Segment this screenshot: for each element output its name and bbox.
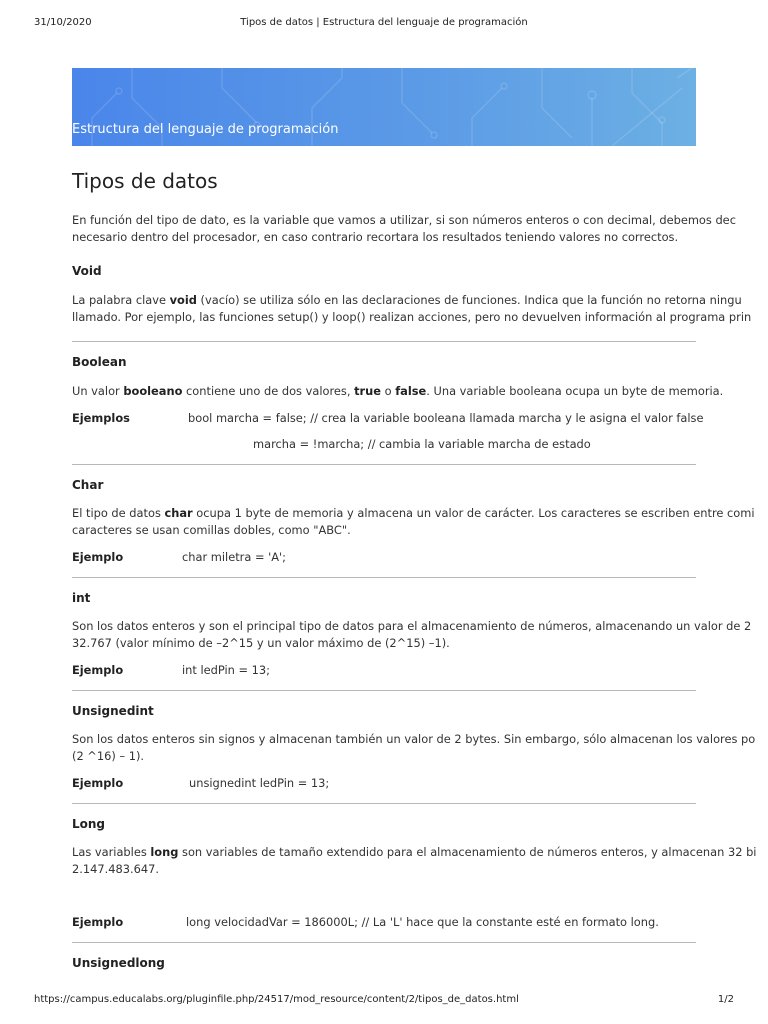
long-text-c: son variables de tamaño extendido para el almacenamiento de números enteros, y almacenan 32 bi xyxy=(178,845,757,859)
char-line-1 xyxy=(72,505,755,522)
long-example-row xyxy=(72,914,696,930)
long-line-2: 2.147.483.647. xyxy=(72,862,159,876)
example-code: bool marcha = false; // crea la variable booleana llamada marcha y le asigna el valor false xyxy=(188,411,704,425)
example-code: char miletra = 'A'; xyxy=(182,550,287,564)
int-line-2: 32.767 (valor mínimo de –2^15 y un valor máximo de (2^15) –1). xyxy=(72,636,450,650)
example-code: long velocidadVar = 186000L; // La 'L' hace que la constante esté en formato long. xyxy=(186,915,659,929)
intro-line-2: necesario dentro del procesador, en caso contrario recortara los resultados teniendo valores no correctos. xyxy=(72,230,679,244)
boolean-text-e: o xyxy=(380,384,396,398)
main-content xyxy=(72,168,757,970)
page-title: Tipos de datos xyxy=(72,169,218,193)
section-heading-int: int xyxy=(72,591,91,605)
example-code: int ledPin = 13; xyxy=(182,663,270,677)
print-source-url: https://campus.educalabs.org/pluginfile.php/24517/mod_resource/content/2/tipos_de_datos.html xyxy=(34,994,519,1005)
example-label: Ejemplo xyxy=(72,776,124,790)
char-line-2: caracteres se usan comillas dobles, como "ABC". xyxy=(72,523,351,537)
boolean-keyword: booleano xyxy=(123,384,183,398)
boolean-text-c: contiene uno de dos valores, xyxy=(182,384,355,398)
char-example-row xyxy=(72,549,696,565)
intro-line-1: En función del tipo de dato, es la variable que vamos a utilizar, si son números enteros o con decimal, debemos dec xyxy=(72,213,736,227)
course-banner xyxy=(72,68,696,146)
example-code: unsignedint ledPin = 13; xyxy=(189,776,330,790)
true-keyword: true xyxy=(354,384,381,398)
section-heading-unsignedlong: Unsignedlong xyxy=(72,956,165,970)
void-text-c: (vacío) se utiliza sólo en las declaraciones de funciones. Indica que la función no retorna ningu xyxy=(196,293,742,307)
int-line-1: Son los datos enteros y son el principal tipo de datos para el almacenamiento de números, almacenando un valor de 2 xyxy=(72,619,752,633)
void-line-2: llamado. Por ejemplo, las funciones setup() y loop() realizan acciones, pero no devuelven información al programa prin xyxy=(72,310,752,324)
section-heading-long: Long xyxy=(72,817,106,831)
example-label: Ejemplo xyxy=(72,663,124,677)
char-keyword: char xyxy=(164,506,193,520)
boolean-example-row-2 xyxy=(72,436,696,452)
print-document-title: Tipos de datos | Estructura del lenguaje de programación xyxy=(240,17,528,28)
boolean-text-a: Un valor xyxy=(72,384,124,398)
void-keyword: void xyxy=(169,293,197,307)
boolean-example-row xyxy=(72,410,704,426)
unsignedint-line-2: (2 ^16) – 1). xyxy=(72,749,145,763)
unsignedint-line-1: Son los datos enteros sin signos y almacenan también un valor de 2 bytes. Sin embargo, sólo almacenan los valores po xyxy=(72,732,756,746)
example-label: Ejemplos xyxy=(72,411,130,425)
example-code: marcha = !marcha; // cambia la variable marcha de estado xyxy=(253,437,591,451)
section-heading-void: Void xyxy=(72,264,102,278)
print-page-number: 1/2 xyxy=(717,994,734,1005)
false-keyword: false xyxy=(395,384,427,398)
long-text-a: Las variables xyxy=(72,845,151,859)
boolean-description xyxy=(72,383,724,400)
example-label: Ejemplo xyxy=(72,550,124,564)
char-text-a: El tipo de datos xyxy=(72,506,165,520)
course-title: Estructura del lenguaje de programación xyxy=(72,122,339,137)
void-text-a: La palabra clave xyxy=(72,293,170,307)
int-example-row xyxy=(72,662,696,678)
print-date: 31/10/2020 xyxy=(34,17,92,28)
section-heading-boolean: Boolean xyxy=(72,355,127,369)
void-line-1 xyxy=(72,292,742,309)
section-heading-char: Char xyxy=(72,478,104,492)
boolean-text-g: . Una variable booleana ocupa un byte de memoria. xyxy=(426,384,724,398)
unsignedint-example-row xyxy=(72,775,696,791)
char-text-c: ocupa 1 byte de memoria y almacena un valor de carácter. Los caracteres se escriben entre comi xyxy=(192,506,755,520)
example-label: Ejemplo xyxy=(72,915,124,929)
long-line-1 xyxy=(72,844,757,861)
section-heading-unsignedint: Unsignedint xyxy=(72,704,154,718)
long-keyword: long xyxy=(150,845,179,859)
